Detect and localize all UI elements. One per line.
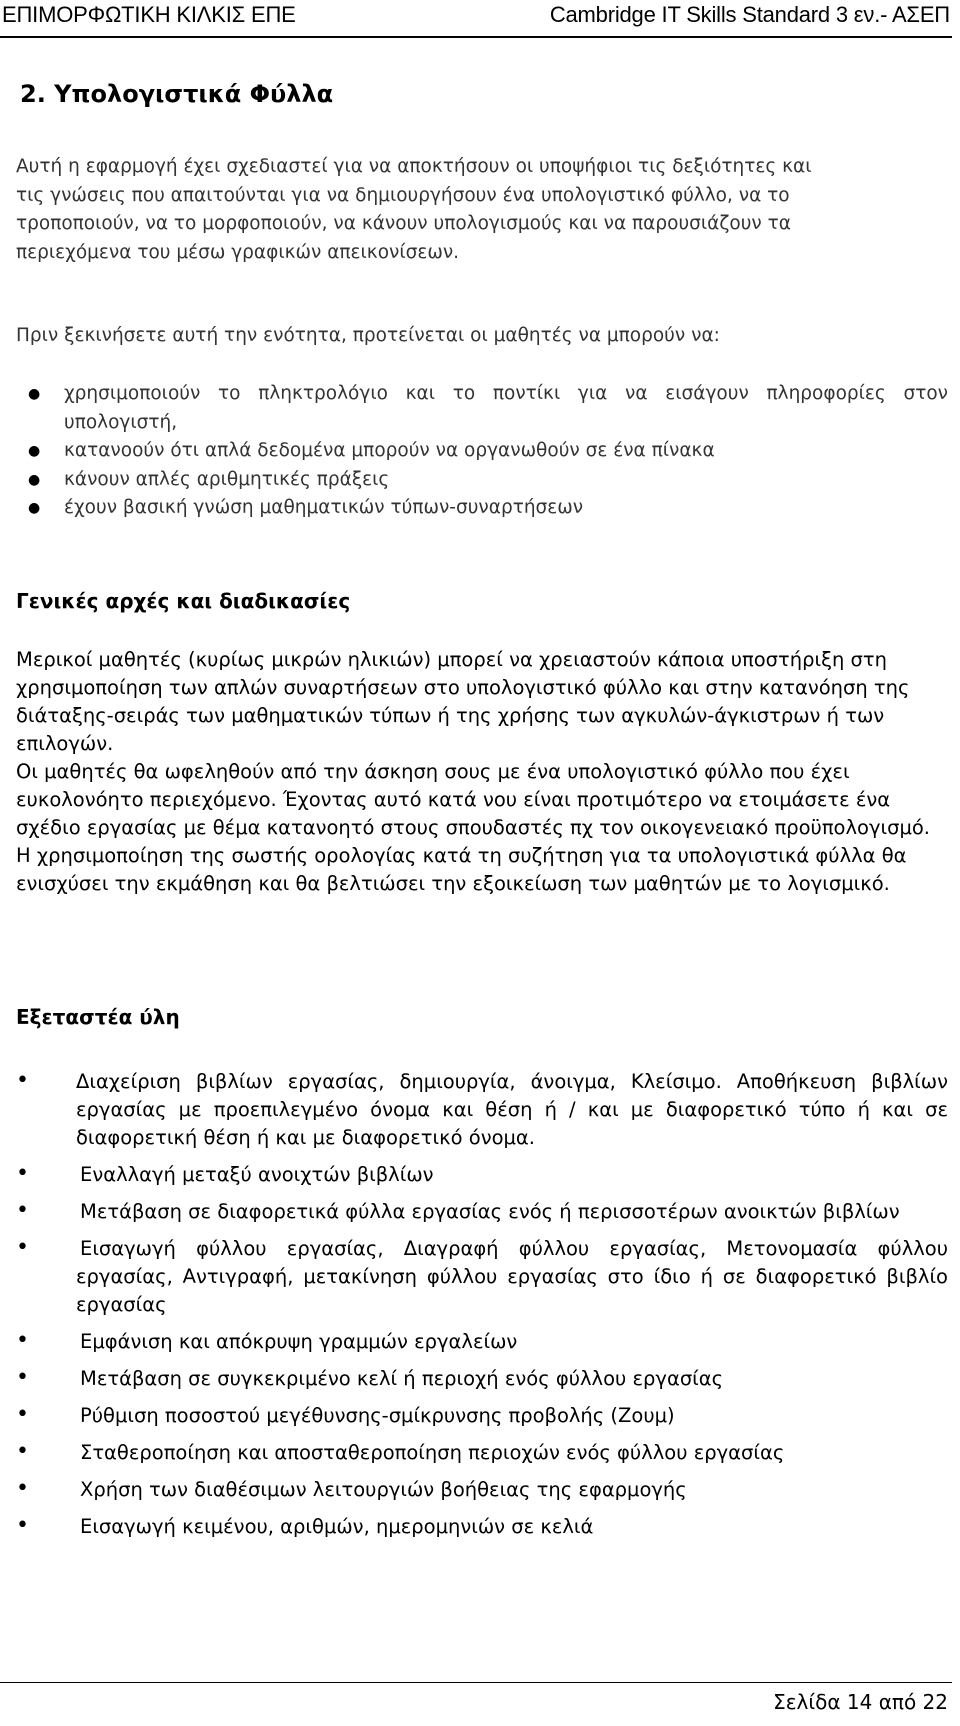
intro-paragraph [16,153,948,267]
list-item: • Μετάβαση σε διαφορετικά φύλλα εργασίας ενός ή περισσοτέρων ανοικτών βιβλίων [16,1198,900,1223]
page-header [0,0,960,46]
intro-line: περιεχόμενα του μέσω γραφικών απεικονίσεων. [16,241,460,263]
list-item: ● έχουν βασική γνώση μαθηματικών τύπων-συναρτήσεων [16,494,948,523]
bullet-icon: • [16,1161,29,1186]
general-paragraph: Η χρησιμοποίηση της σωστής ορολογίας κατά τη συζήτηση για τα υπολογιστικά φύλλα θα ενισχύσει την εκμάθηση και θα βελτιώσει την εξοικείωση των μαθητών με το λογισμικό. [16,844,907,895]
bullet-icon: ● [28,471,41,488]
page-title: 2. Υπολογιστικά Φύλλα [20,80,334,108]
list-item: ● χρησιμοποιούν το πληκτρολόγιο και το ποντίκι για να εισάγουν πληροφορίες στον υπολογιστή, [16,380,948,437]
prereq-lead: Πριν ξεκινήσετε αυτή την ενότητα, προτείνεται οι μαθητές να μπορούν να: [16,325,720,346]
general-paragraph: Μερικοί μαθητές (κυρίως μικρών ηλικιών) μπορεί να χρειαστούν κάποια υποστήριξη στη χρησιμοποίηση των απλών συναρτήσεων στο υπολογιστικό φύλλο και στην κατανόηση της διάταξης-σειράς των μαθηματικών τύπων ή της χρήσης των αγκυλών-άγκιστρων ή των επιλογών. [16,648,910,755]
header-course: Cambridge IT Skills Standard 3 εν.- ΑΣΕΠ [549,2,950,27]
bullet-icon: • [16,1068,29,1093]
list-item: • Εισαγωγή φύλλου εργασίας, Διαγραφή φύλλου εργασίας, Μετονομασία φύλλου εργασίας, Αντιγραφή, μετακίνηση φύλλου εργασίας στο ίδιο ή σε διαφορετικό βιβλίο εργασίας [16,1235,948,1316]
list-item: • Εισαγωγή κειμένου, αριθμών, ημερομηνιών σε κελιά [16,1513,594,1538]
bullet-icon: • [16,1328,29,1353]
page-number: Σελίδα 14 από 22 [773,1690,948,1714]
bullet-icon: • [16,1402,29,1427]
list-item: ● κατανοούν ότι απλά δεδομένα μπορούν να οργανωθούν σε ένα πίνακα [16,437,948,466]
prereq-list [16,380,948,523]
syllabus-list [16,1068,948,1550]
bullet-icon: • [16,1513,29,1538]
header-organization: ΕΠΙΜΟΡΦΩΤΙΚΗ ΚΙΛΚΙΣ ΕΠΕ [2,2,296,27]
bullet-icon: • [16,1198,29,1223]
section-title-general: Γενικές αρχές και διαδικασίες [16,589,351,613]
bullet-icon: • [16,1476,29,1501]
general-paragraphs [16,646,948,898]
list-item: • Σταθεροποίηση και αποσταθεροποίηση περιοχών ενός φύλλου εργασίας [16,1439,785,1464]
section-title-syllabus: Εξεταστέα ύλη [16,1005,180,1029]
list-item: ● κάνουν απλές αριθμητικές πράξεις [16,466,948,495]
bullet-icon: • [16,1365,29,1390]
bullet-icon: • [16,1235,29,1260]
list-item: • Χρήση των διαθέσιμων λειτουργιών βοήθειας της εφαρμογής [16,1476,687,1501]
bullet-icon: ● [28,386,41,402]
list-item: • Εναλλαγή μεταξύ ανοιχτών βιβλίων [16,1161,434,1186]
list-item: • Εμφάνιση και απόκρυψη γραμμών εργαλείων [16,1328,518,1353]
bullet-icon: ● [28,443,41,459]
bullet-icon: ● [28,500,41,516]
list-item: • Ρύθμιση ποσοστού μεγέθυνσης-σμίκρυνσης προβολής (Ζουμ) [16,1402,675,1427]
intro-line: τροποποιούν, να το μορφοποιούν, να κάνουν υπολογισμούς και να παρουσιάζουν τα [16,213,791,234]
header-rule [0,36,952,38]
list-item: • Διαχείριση βιβλίων εργασίας, δημιουργία, άνοιγμα, Κλείσιμο. Αποθήκευση βιβλίων εργασίας με προεπιλεγμένο όνομα και θέση ή / και με διαφορετικό τύπο ή και σε διαφορετική θέση ή και με διαφορετικό όνομα. [16,1068,948,1149]
intro-line: τις γνώσεις που απαιτούνται για να δημιουργήσουν ένα υπολογιστικό φύλλο, να το [16,184,790,206]
bullet-icon: • [16,1439,29,1464]
footer-rule [0,1682,952,1683]
intro-line: Αυτή η εφαρμογή έχει σχεδιαστεί για να αποκτήσουν οι υποψήφιοι τις δεξιότητες και [16,156,812,177]
general-paragraph: Οι μαθητές θα ωφεληθούν από την άσκηση σους με ένα υπολογιστικό φύλλο που έχει ευκολονόητο περιεχόμενο. Έχοντας αυτό κατά νου είναι προτιμότερο να ετοιμάσετε ένα σχέδιο εργασίας με θέμα κατανοητό στους σπουδαστές πχ τον οικογενειακό προϋπολογισμό. [16,760,930,839]
list-item: • Μετάβαση σε συγκεκριμένο κελί ή περιοχή ενός φύλλου εργασίας [16,1365,724,1390]
